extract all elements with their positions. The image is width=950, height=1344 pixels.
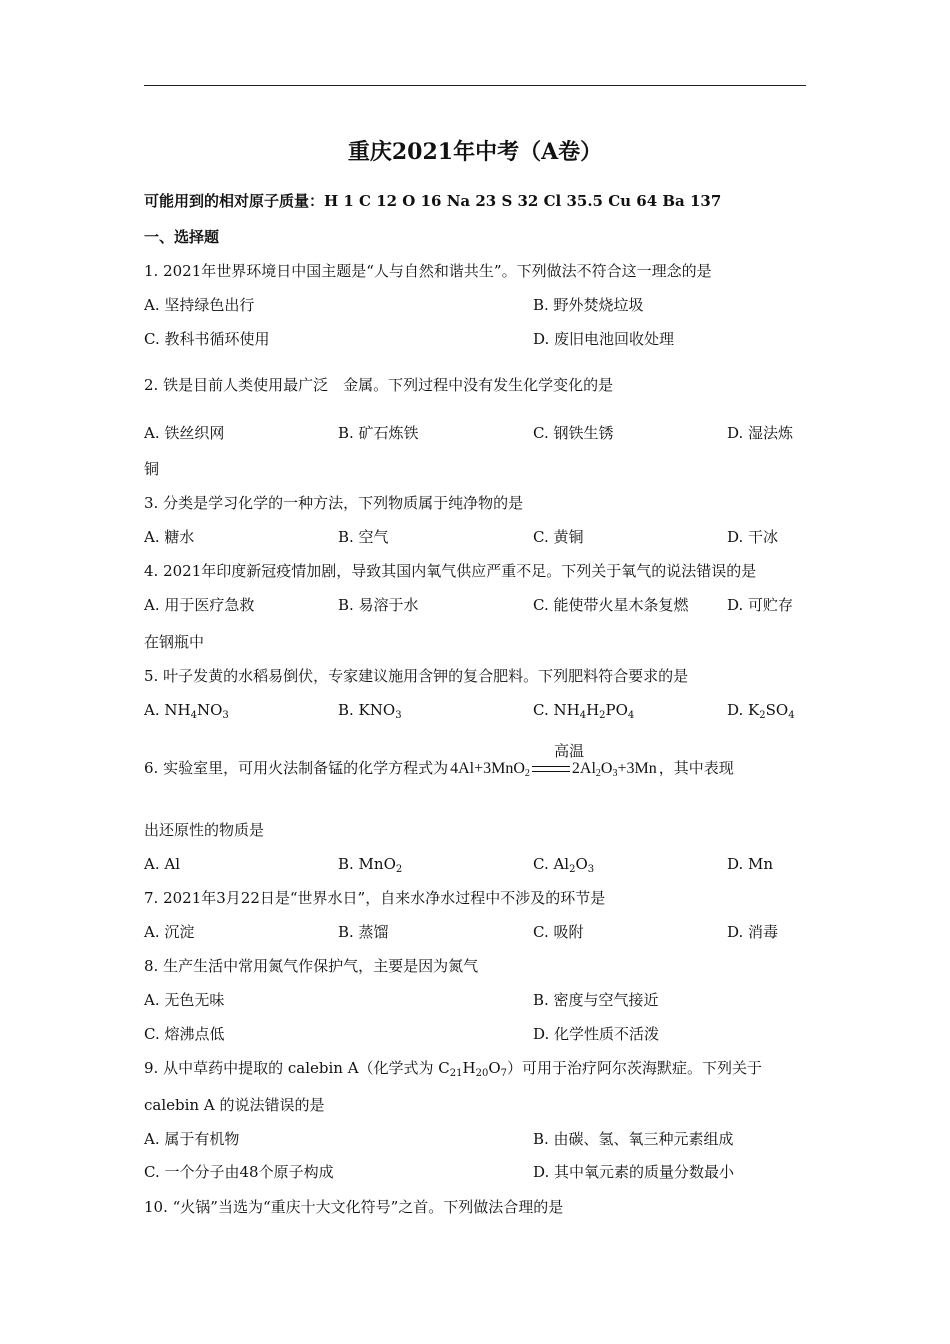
q9-option-c: C. 一个分子由48个原子构成 xyxy=(144,1163,334,1181)
q9-option-a: A. 属于有机物 xyxy=(144,1130,240,1148)
q1-option-b: B. 野外焚烧垃圾 xyxy=(533,296,644,314)
chemical-equation: 高温 4Al+3MnO$_2$ $2Al_2O_3+3Mn$ xyxy=(450,742,657,779)
q1-option-c: C. 教科书循环使用 xyxy=(144,330,270,348)
q6-option-c: C. $Al_2O_3$ xyxy=(533,855,595,875)
header-rule xyxy=(144,85,806,86)
q7-option-b: B. 蒸馏 xyxy=(338,923,389,941)
q4-option-d: D. 可贮存 xyxy=(727,596,794,614)
q3-option-a: A. 糖水 xyxy=(144,528,195,546)
q9-stem-cont: calebin A 的说法错误的是 xyxy=(144,1096,325,1114)
q5-option-d: D. $K_2SO_4$ xyxy=(727,701,795,721)
q1-option-a: A. 坚持绿色出行 xyxy=(144,296,255,314)
q2-option-d-cont: 铜 xyxy=(144,460,160,478)
q4-option-d-cont: 在钢瓶中 xyxy=(144,633,205,651)
q4-option-c: C. 能使带火星木条复燃 xyxy=(533,596,689,614)
q5-option-b: B. $KNO_3$ xyxy=(338,701,402,721)
q3-option-b: B. 空气 xyxy=(338,528,389,546)
q2-option-c: C. 钢铁生锈 xyxy=(533,424,614,442)
q1-stem: 1. 2021年世界环境日中国主题是“人与自然和谐共生”。下列做法不符合这一理念的是 xyxy=(144,262,712,280)
q8-option-a: A. 无色无味 xyxy=(144,991,225,1009)
q7-option-d: D. 消毒 xyxy=(727,923,779,941)
q3-option-c: C. 黄铜 xyxy=(533,528,584,546)
equation-double-bar xyxy=(532,766,570,772)
q6-stem-cont: 出还原性的物质是 xyxy=(144,821,265,839)
q9-stem: 9. 从中草药中提取的 calebin A（化学式为 $C_{21}H_{20}O_7$）可用于治疗阿尔茨海默症。下列关于 xyxy=(144,1059,763,1079)
q5-option-a: A. $NH_4NO_3$ xyxy=(144,701,229,721)
atomic-masses: 可能用到的相对原子质量：H 1 C 12 O 16 Na 23 S 32 Cl 35.5 Cu 64 Ba 137 xyxy=(144,192,722,210)
q8-option-c: C. 熔沸点低 xyxy=(144,1025,225,1043)
equation-condition: 高温 xyxy=(554,742,585,760)
q4-option-a: A. 用于医疗急救 xyxy=(144,596,255,614)
q6-option-d: D. Mn xyxy=(727,855,774,873)
q8-stem: 8. 生产生活中常用氮气作保护气，主要是因为氮气 xyxy=(144,957,479,975)
q5-option-c: C. $NH_4H_2PO_4$ xyxy=(533,701,635,721)
q2-option-a: A. 铁丝织网 xyxy=(144,424,225,442)
q2-option-d: D. 湿法炼 xyxy=(727,424,794,442)
q10-stem: 10. “火锅”当选为“重庆十大文化符号”之首。下列做法合理的是 xyxy=(144,1198,564,1216)
q6-stem: 6. 实验室里，可用火法制备锰的化学方程式为 高温 4Al+3MnO$_2$ $2Al_2O_3+3Mn$ ，其中表现 xyxy=(144,742,734,779)
q2-option-b: B. 矿石炼铁 xyxy=(338,424,419,442)
q8-option-d: D. 化学性质不活泼 xyxy=(533,1025,660,1043)
q4-stem: 4. 2021年印度新冠疫情加剧，导致其国内氧气供应严重不足。下列关于氧气的说法错误的是 xyxy=(144,562,757,580)
q6-option-a: A. Al xyxy=(144,855,180,873)
q9-option-d: D. 其中氧元素的质量分数最小 xyxy=(533,1163,735,1181)
q9-option-b: B. 由碳、氢、氧三种元素组成 xyxy=(533,1130,734,1148)
page-title: 重庆2021年中考（A卷） xyxy=(347,139,603,165)
q6-option-b: B. MnO$_2$ xyxy=(338,855,403,875)
q7-stem: 7. 2021年3月22日是“世界水日”，自来水净水过程中不涉及的环节是 xyxy=(144,889,606,907)
q3-option-d: D. 干冰 xyxy=(727,528,779,546)
q4-option-b: B. 易溶于水 xyxy=(338,596,419,614)
q7-option-a: A. 沉淀 xyxy=(144,923,195,941)
q2-stem: 2. 铁是目前人类使用最广泛 金属。下列过程中没有发生化学变化的是 xyxy=(144,376,614,394)
q3-stem: 3. 分类是学习化学的一种方法，下列物质属于纯净物的是 xyxy=(144,494,524,512)
section-heading: 一、选择题 xyxy=(144,228,220,246)
q8-option-b: B. 密度与空气接近 xyxy=(533,991,659,1009)
q5-stem: 5. 叶子发黄的水稻易倒伏，专家建议施用含钾的复合肥料。下列肥料符合要求的是 xyxy=(144,667,689,685)
q7-option-c: C. 吸附 xyxy=(533,923,584,941)
q1-option-d: D. 废旧电池回收处理 xyxy=(533,330,675,348)
